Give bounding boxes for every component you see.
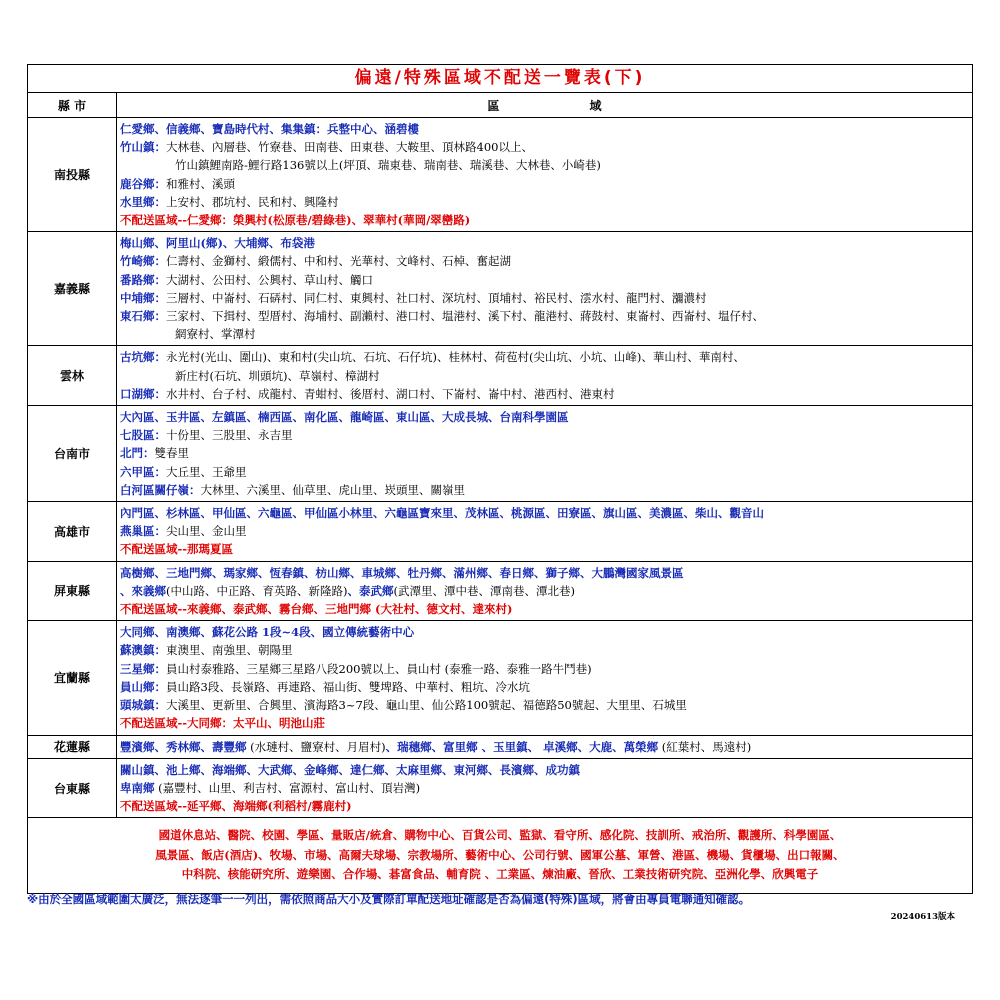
area-line	[120, 660, 972, 678]
district-detail: 大溪里、更新里、合興里、濱海路3~7段、龜山里、仙公路100號起、福德路50號起、大里里、石城里	[166, 698, 687, 713]
table-row	[28, 502, 973, 562]
area-line	[120, 325, 972, 343]
district-list: 關山鎮、池上鄉、海端鄉、大武鄉、金峰鄉、達仁鄉、太麻里鄉、東河鄉、長濱鄉、成功鎮	[120, 762, 580, 777]
county-cell: 台東縣	[28, 758, 117, 818]
district-list: 梅山鄉、阿里山(鄉)、大埔鄉、布袋港	[120, 236, 315, 251]
table-row	[28, 735, 973, 758]
area-line	[120, 408, 972, 426]
table-row	[28, 561, 973, 621]
area-cell	[117, 502, 973, 562]
footnote: ※由於全國區域範圍太廣泛，無法逐筆一一列出，需依照商品大小及實際訂單配送地址確認是否為偏遠(特殊)區域，將會由專員電聯通知確認。	[27, 892, 751, 906]
district-detail: 員山路3段、長嶺路、再連路、福山街、雙埤路、中華村、粗坑、冷水坑	[166, 679, 530, 694]
area-line	[120, 193, 972, 211]
district-label: 竹崎鄉：	[120, 254, 166, 269]
area-line	[120, 738, 972, 756]
page-title: 偏遠/特殊區域不配送一覽表(下)	[354, 68, 646, 88]
header-area-cell	[117, 93, 973, 118]
district-label: 卑南鄉	[120, 780, 155, 795]
district-label: 豐濱鄉、秀林鄉、壽豐鄉	[120, 739, 247, 754]
no-delivery-note: 不配送區域--仁愛鄉：榮興村(松原巷/碧綠巷)、翠華村(華岡/翠巒路)	[120, 213, 471, 228]
area-line	[120, 156, 972, 174]
district-list: 大內區、玉井區、左鎮區、楠西區、南化區、龍崎區、東山區、大成長城、台南科學園區	[120, 410, 569, 425]
notice-line: 中科院、核能研究所、遊樂園、合作場、碁富食品、輔育院 、工業區、煉油廠、晉欣、工業技術研究院、亞洲化學、欣興電子	[181, 867, 819, 882]
district-detail: 網寮村、掌潭村	[175, 327, 256, 342]
area-line	[120, 600, 972, 618]
district-label: 番路鄉：	[120, 272, 166, 287]
area-line	[120, 481, 972, 499]
district-detail: (紅葉村、馬遠村)	[658, 739, 752, 754]
county-cell: 屏東縣	[28, 561, 117, 621]
area-line	[120, 385, 972, 403]
area-line	[120, 714, 972, 732]
district-detail: 東澳里、南強里、朝陽里	[166, 643, 293, 658]
county-cell: 南投縣	[28, 118, 117, 232]
no-delivery-note: 不配送區域--大同鄉：太平山、明池山莊	[120, 716, 326, 731]
district-detail: 雙春里	[154, 446, 189, 461]
district-detail: (武潭里、潭中巷、潭南巷、潭北巷)	[393, 583, 575, 598]
notice-row	[28, 818, 973, 894]
table-row	[28, 406, 973, 502]
district-list: 內門區、杉林區、甲仙區、六龜區、甲仙區小林里、六龜區寶來里、茂林區、桃源區、田寮區、旗山區、美濃區、柴山、觀音山	[120, 506, 764, 521]
district-label: 蘇澳鎮：	[120, 643, 166, 658]
no-delivery-note: 不配送區域--延平鄉、海端鄉(利稻村/霧鹿村)	[120, 799, 352, 814]
district-label: 水里鄉：	[120, 194, 166, 209]
area-line	[120, 252, 972, 270]
district-detail: 尖山里、金山里	[166, 524, 247, 539]
district-detail: 新庄村(石坑、圳頭坑)、草嶺村、樟湖村	[175, 368, 380, 383]
area-line	[120, 307, 972, 325]
district-label: 白河區關仔嶺：	[120, 482, 201, 497]
district-detail: 永光村(光山、圍山)、東和村(尖山坑、石坑、石仔坑)、桂林村、荷苞村(尖山坑、小坑、山峰)、華山村、華南村、	[166, 350, 745, 365]
area-line	[120, 271, 972, 289]
area-line	[120, 426, 972, 444]
area-line	[120, 641, 972, 659]
county-cell: 宜蘭縣	[28, 621, 117, 735]
area-cell	[117, 621, 973, 735]
area-cell	[117, 406, 973, 502]
district-detail: 仁壽村、金獅村、緞儒村、中和村、光華村、文峰村、石棹、奮起湖	[166, 254, 511, 269]
district-detail: 水井村、台子村、成龍村、青蚶村、後厝村、湖口村、下崙村、崙中村、港西村、港東村	[166, 386, 615, 401]
area-cell	[117, 758, 973, 818]
district-label: 員山鄉：	[120, 679, 166, 694]
table-sheet	[27, 64, 972, 894]
district-label: 七股區：	[120, 428, 166, 443]
district-label: 燕巢區：	[120, 524, 166, 539]
area-line	[120, 138, 972, 156]
area-line	[120, 289, 972, 307]
district-label: 竹山鎮：	[120, 140, 166, 155]
district-list: 高樹鄉、三地門鄉、瑪家鄉、恆春鎮、枋山鄉、車城鄉、牡丹鄉、滿州鄉、春日鄉、獅子鄉、大鵬灣國家風景區	[120, 565, 684, 580]
delivery-table	[27, 64, 973, 894]
district-detail: (水璉村、鹽寮村、月眉村)	[246, 739, 386, 754]
notice-line: 風景區、飯店(酒店)、牧場、市場、高爾夫球場、宗教場所、藝術中心、公司行號、國軍公墓、軍營、港區、機場、貨櫃場、出口報關、	[155, 847, 845, 862]
district-detail: (中山路、中正路、育英路、新隆路)	[166, 583, 348, 598]
area-line	[120, 120, 972, 138]
header-area: 區域	[487, 98, 692, 113]
area-line	[120, 582, 972, 600]
area-line	[120, 522, 972, 540]
version-label: 20240613版本	[890, 912, 955, 922]
county-cell: 花蓮縣	[28, 735, 117, 758]
district-label: 口湖鄉：	[120, 386, 166, 401]
area-cell	[117, 346, 973, 406]
area-line	[120, 444, 972, 462]
district-detail: 十份里、三股里、永吉里	[166, 428, 293, 443]
district-label: 、瑞穗鄉、富里鄉 、玉里鎮、 卓溪鄉、大鹿、萬榮鄉	[385, 739, 659, 754]
county-cell: 嘉義縣	[28, 232, 117, 346]
area-line	[120, 797, 972, 815]
area-line	[120, 678, 972, 696]
area-line	[120, 540, 972, 558]
table-row	[28, 118, 973, 232]
district-detail: 三層村、中崙村、石硦村、同仁村、東興村、社口村、深坑村、頂埔村、裕民村、澐水村、龍門村、瀰濃村	[166, 290, 707, 305]
area-cell	[117, 118, 973, 232]
area-line	[120, 175, 972, 193]
county-cell: 高雄市	[28, 502, 117, 562]
district-detail: 員山村泰雅路、三星鄉三星路八段200號以上、員山村 (泰雅一路、泰雅一路牛鬥巷)	[166, 661, 592, 676]
notice-line: 國道休息站、醫院、校園、學區、量販店/統倉、購物中心、百貨公司、監獄、看守所、感化院、技訓所、戒治所、觀護所、科學園區、	[158, 828, 842, 843]
district-detail: 大湖村、公田村、公興村、草山村、觸口	[166, 272, 373, 287]
table-row	[28, 621, 973, 735]
header-county: 縣 市	[28, 93, 117, 118]
county-cell: 台南市	[28, 406, 117, 502]
table-row	[28, 758, 973, 818]
area-line	[120, 367, 972, 385]
area-line	[120, 504, 972, 522]
district-label: 北門：	[120, 446, 155, 461]
area-line	[120, 779, 972, 797]
district-label: 鹿谷鄉：	[120, 176, 166, 191]
no-delivery-note: 不配送區域--來義鄉、泰武鄉、霧台鄉、三地門鄉 (大社村、德文村、達來村)	[120, 602, 513, 617]
county-cell: 雲林	[28, 346, 117, 406]
area-cell	[117, 232, 973, 346]
district-label: 中埔鄉：	[120, 290, 166, 305]
area-line	[120, 463, 972, 481]
area-cell	[117, 561, 973, 621]
area-line	[120, 696, 972, 714]
district-detail: 和雅村、溪頭	[166, 176, 235, 191]
area-line	[120, 348, 972, 366]
district-detail: 上安村、郡坑村、民和村、興隆村	[166, 194, 339, 209]
district-label: 古坑鄉：	[120, 350, 166, 365]
district-detail: (嘉豐村、山里、利吉村、富源村、富山村、頂岩灣)	[154, 780, 421, 795]
area-line	[120, 234, 972, 252]
no-delivery-note: 不配送區域--那瑪夏區	[120, 542, 234, 557]
district-label: 頭城鎮：	[120, 698, 166, 713]
district-list: 仁愛鄉、信義鄉、寶島時代村、集集鎮：兵整中心、涵碧樓	[120, 122, 419, 136]
district-label: 東石鄉：	[120, 309, 166, 324]
notice-cell	[28, 818, 973, 894]
district-detail: 大林里、六溪里、仙草里、虎山里、崁頭里、關嶺里	[200, 482, 465, 497]
area-line	[120, 564, 972, 582]
district-label: 三星鄉：	[120, 661, 166, 676]
area-line	[120, 761, 972, 779]
area-line	[120, 211, 972, 229]
title-cell	[28, 65, 973, 93]
table-row	[28, 346, 973, 406]
district-detail: 大丘里、王爺里	[166, 464, 247, 479]
area-line	[120, 623, 972, 641]
district-detail: 大林巷、內層巷、竹寮巷、田南巷、田東巷、大鞍里、頂林路400以上、	[166, 140, 533, 155]
district-label: 六甲區：	[120, 464, 166, 479]
table-row	[28, 232, 973, 346]
district-list: 大同鄉、南澳鄉、蘇花公路 1段~4段、國立傳統藝術中心	[120, 625, 415, 640]
district-detail: 三家村、下揖村、型厝村、海埔村、副瀨村、港口村、塭港村、溪下村、龍港村、蔣鼓村、東崙村、西崙村、塭仔村、	[166, 309, 764, 324]
district-detail: 竹山鎮鯉南路-鯉行路136號以上(坪頂、瑞東巷、瑞南巷、瑞溪巷、大林巷、小崎巷)	[175, 158, 601, 173]
district-label: 、泰武鄉	[347, 583, 394, 598]
area-cell	[117, 735, 973, 758]
district-label: 、來義鄉	[120, 583, 166, 598]
